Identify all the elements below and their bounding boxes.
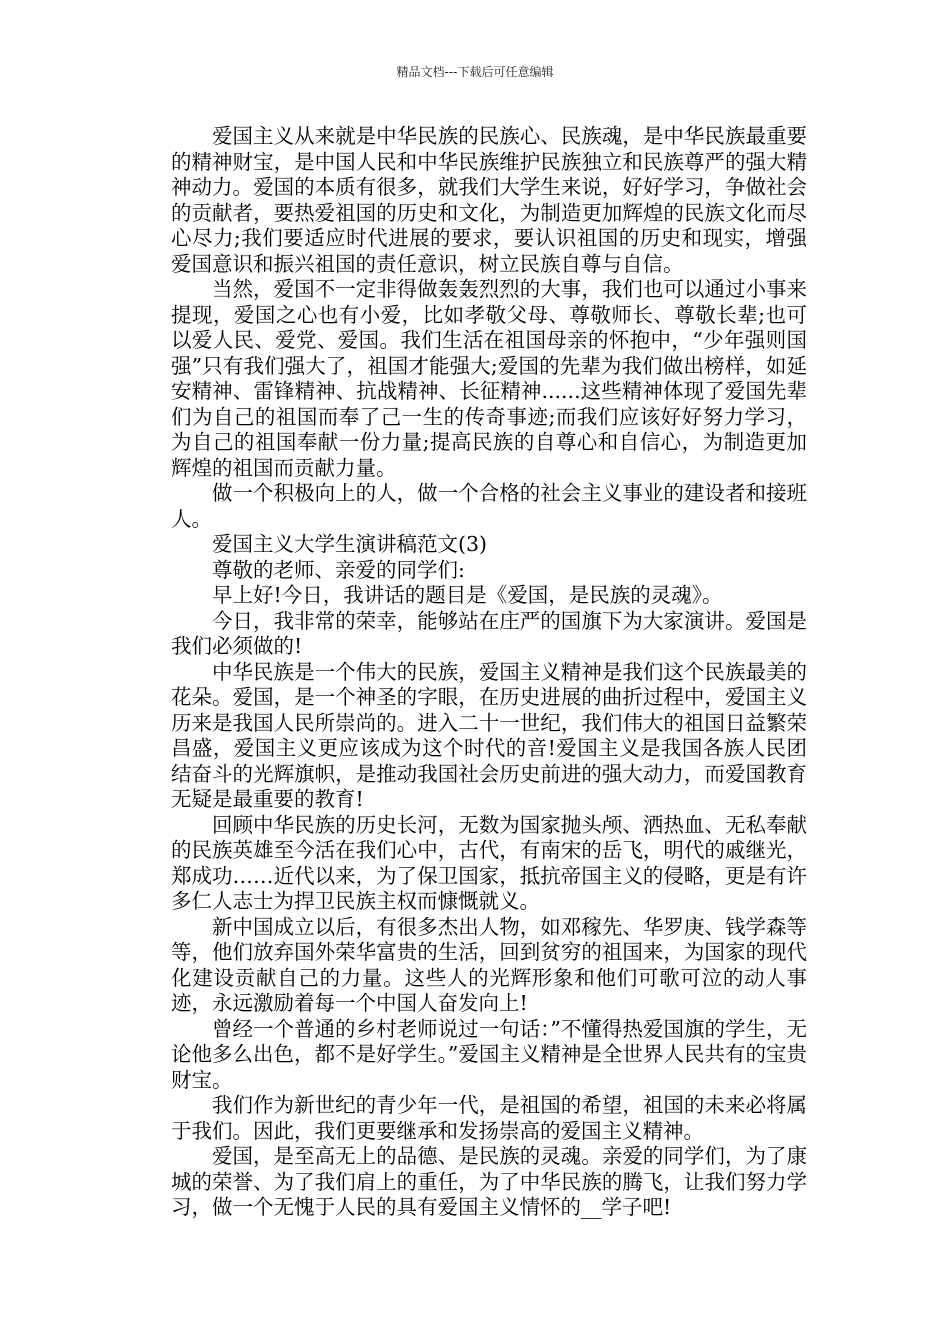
paragraph: 我们作为新世纪的青少年一代，是祖国的希望，祖国的未来必将属于我们。因此，我们更要继承和发扬崇高的爱国主义精神。 [171, 1093, 807, 1143]
paragraph: 今日，我非常的荣幸，能够站在庄严的国旗下为大家演讲。爱国是我们必须做的! [171, 608, 807, 658]
document-body [171, 124, 807, 1221]
paragraph: 当然，爱国不一定非得做轰轰烈烈的大事，我们也可以通过小事来提现，爱国之心也有小爱，比如孝敬父母、尊敬师长、尊敬长辈;也可以爱人民、爱党、爱国。我们生活在祖国母亲的怀抱中，“少年强则国强”只有我们强大了，祖国才能强大;爱国的先辈为我们做出榜样，如延安精神、雷锋精神、抗战精神、长征精神......这些精神体现了爱国先辈们为自己的祖国而奉了己一生的传奇事迹;而我们应该好好努力学习，为自己的祖国奉献一份力量;提高民族的自尊心和自信心，为制造更加辉煌的祖国而贡献力量。 [171, 277, 807, 480]
paragraph: 中华民族是一个伟大的民族，爱国主义精神是我们这个民族最美的花朵。爱国，是一个神圣的字眼，在历史进展的曲折过程中，爱国主义历来是我国人民所崇尚的。进入二十一世纪，我们伟大的祖国日益繁荣昌盛，爱国主义更应该成为这个时代的音!爱国主义是我国各族人民团结奋斗的光辉旗帜，是推动我国社会历史前进的强大动力，而爱国教育无疑是最重要的教育! [171, 659, 807, 811]
page-header: 精品文档---下载后可任意编辑 [396, 65, 554, 79]
paragraph: 回顾中华民族的历史长河，无数为国家抛头颅、洒热血、无私奉献的民族英雄至今活在我们心中，古代，有南宋的岳飞，明代的戚继光，郑成功……近代以来，为了保卫国家，抵抗帝国主义的侵略，更是有许多仁人志士为捍卫民族主权而慷慨就义。 [171, 812, 807, 913]
salutation: 尊敬的老师、亲爱的同学们: [212, 557, 465, 582]
paragraph: 爱国，是至高无上的品德、是民族的灵魂。亲爱的同学们，为了康城的荣誉、为了我们肩上的重任，为了中华民族的腾飞，让我们努力学习，做一个无愧于人民的具有爱国主义情怀的__学子吧! [171, 1144, 807, 1219]
section-title: 爱国主义大学生演讲稿范文(3) [212, 532, 488, 556]
paragraph: 爱国主义从来就是中华民族的民族心、民族魂，是中华民族最重要的精神财宝，是中国人民和中华民族维护民族独立和民族尊严的强大精神动力。爱国的本质有很多，就我们大学生来说，好好学习，争做社会的贡献者，要热爱祖国的历史和文化，为制造更加辉煌的民族文化而尽心尽力;我们要适应时代进展的要求，要认识祖国的历史和现实，增强爱国意识和振兴祖国的责任意识，树立民族自尊与自信。 [171, 124, 807, 276]
paragraph: 早上好!今日，我讲话的题目是《爱国，是民族的灵魂》。 [212, 583, 723, 607]
paragraph: 做一个积极向上的人，做一个合格的社会主义事业的建设者和接班人。 [171, 481, 807, 531]
paragraph: 新中国成立以后，有很多杰出人物，如邓稼先、华罗庚、钱学森等等，他们放弃国外荣华富贵的生活，回到贫穷的祖国来，为国家的现代化建设贡献自己的力量。这些人的光辉形象和他们可歌可泣的动人事迹，永远激励着每一个中国人奋发向上! [171, 914, 807, 1015]
paragraph: 曾经一个普通的乡村老师说过一句话：”不懂得热爱国旗的学生，无论他多么出色，都不是好学生。”爱国主义精神是全世界人民共有的宝贵财宝。 [171, 1016, 807, 1092]
